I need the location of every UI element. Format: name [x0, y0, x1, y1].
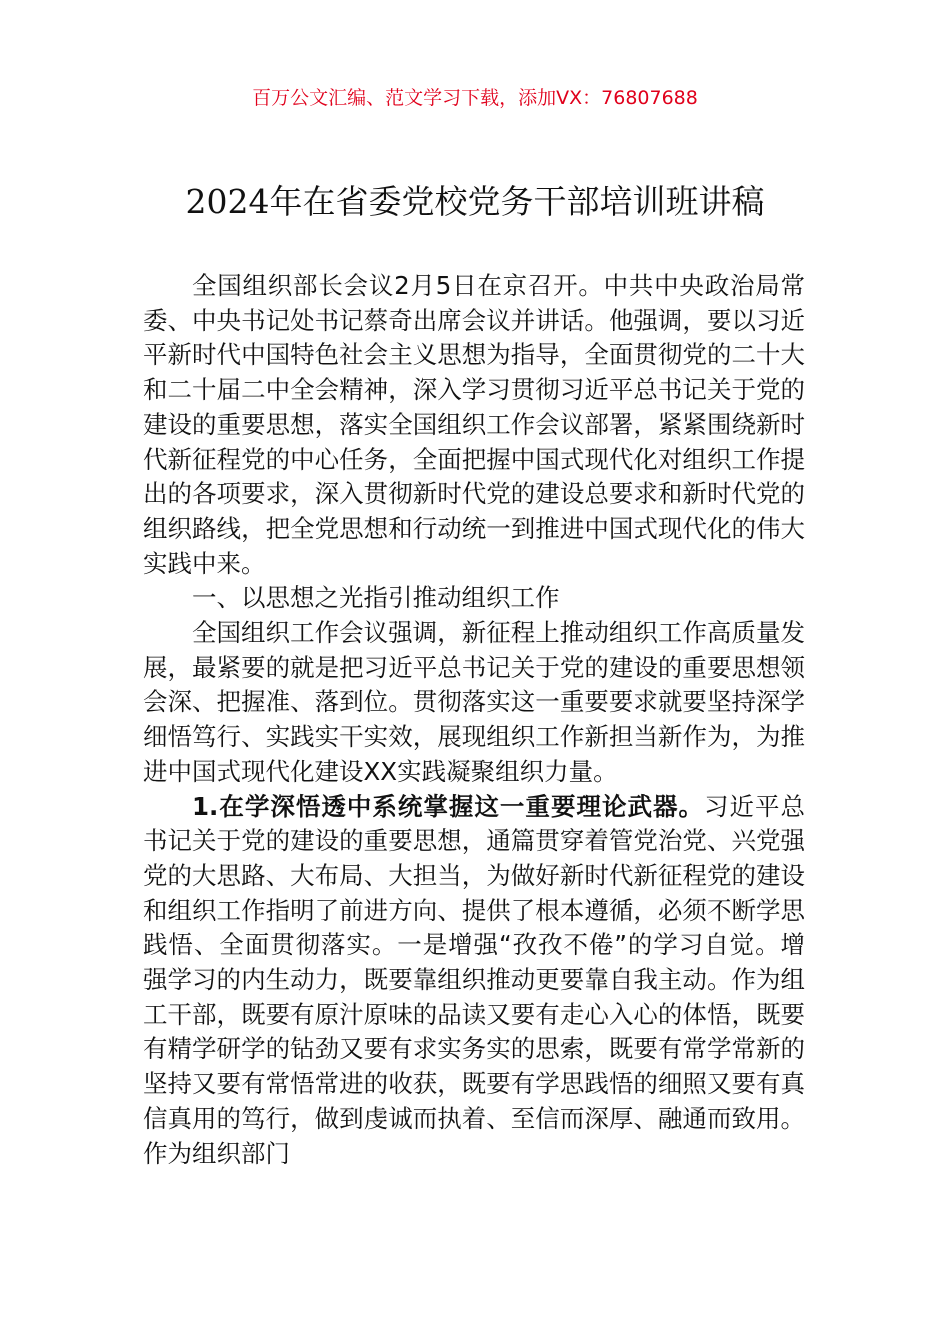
section-heading-1: 一、以思想之光指引推动组织工作 — [192, 583, 560, 613]
paragraph-point-1 — [143, 790, 805, 1172]
document-title: 2024年在省委党校党务干部培训班讲稿 — [185, 182, 765, 221]
paragraph-section-1: 全国组织工作会议强调，新征程上推动组织工作高质量发展，最紧要的就是把习近平总书记关于党的建设的重要思想领会深、把握准、落到位。贯彻落实这一重要要求就要坚持深学细悟笃行、实践实干实效，展现组织工作新担当新作为，为推进中国式现代化建设XX实践凝聚组织力量。 — [143, 618, 805, 786]
point-1-heading: 1.在学深悟透中系统掌握这一重要理论武器。 — [192, 791, 704, 821]
point-1-text: 习近平总书记关于党的建设的重要思想，通篇贯穿着管党治党、兴党强党的大思路、大布局、大担当，为做好新时代新征程党的建设和组织工作指明了前进方向、提供了根本遵循，必须不断学思践悟、全面贯彻落实。一是增强“孜孜不倦”的学习自觉。增强学习的内生动力，既要靠组织推动更要靠自我主动。作为组工干部，既要有原汁原味的品读又要有走心入心的体悟，既要有精学研学的钻劲又要有求实务实的思索，既要有常学常新的坚持又要有常悟常进的收获，既要有学思践悟的细照又要有真信真用的笃行，做到虔诚而执着、至信而深厚、融通而致用。作为组织部门 — [143, 791, 806, 1168]
header-promo-note: 百万公文汇编、范文学习下载，添加VX：76807688 — [252, 87, 698, 109]
paragraph-intro: 全国组织部长会议2月5日在京召开。中共中央政治局常委、中央书记处书记蔡奇出席会议并讲话。他强调，要以习近平新时代中国特色社会主义思想为指导，全面贯彻党的二十大和二十届二中全会精神，深入学习贯彻习近平总书记关于党的建设的重要思想，落实全国组织工作会议部署，紧紧围绕新时代新征程党的中心任务，全面把握中国式现代化对组织工作提出的各项要求，深入贯彻新时代党的建设总要求和新时代党的组织路线，把全党思想和行动统一到推进中国式现代化的伟大实践中来。 — [143, 271, 805, 578]
document-body — [143, 269, 805, 1171]
